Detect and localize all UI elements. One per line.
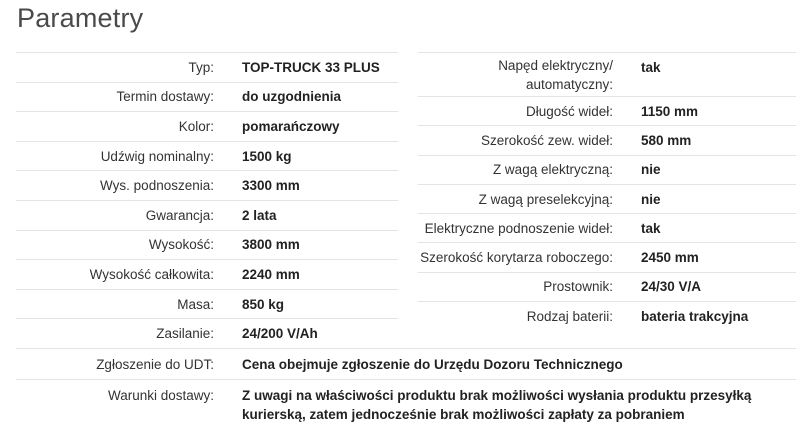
param-row-electric-scale xyxy=(418,155,796,184)
param-row-type xyxy=(16,53,398,83)
param-row-delivery-terms xyxy=(16,380,796,435)
param-row-aisle-width xyxy=(418,243,796,272)
param-label: Szerokość korytarza roboczego: xyxy=(418,243,641,272)
param-label: Wys. podnoszenia: xyxy=(16,171,242,201)
param-value: Z uwagi na właściwości produktu brak możliwości wysłania produktu przesyłką kurierską, zatem jednocześnie brak możliwości zapłaty za pobraniem xyxy=(242,380,796,435)
param-value: Cena obejmuje zgłoszenie do Urzędu Dozoru Technicznego xyxy=(242,349,796,380)
param-label: Z wagą preselekcyjną: xyxy=(418,184,641,213)
param-label: Rodzaj baterii: xyxy=(418,302,641,331)
param-row-color xyxy=(16,112,398,142)
param-row-charger xyxy=(418,272,796,301)
param-value: 24/30 V/A xyxy=(641,272,796,301)
param-value: 850 kg xyxy=(242,289,398,319)
param-row-height xyxy=(16,230,398,260)
param-label: Elektryczne podnoszenie wideł: xyxy=(418,214,641,243)
param-row-electric-fork-lift xyxy=(418,214,796,243)
param-row-udt xyxy=(16,349,796,380)
param-label: Z wagą elektryczną: xyxy=(418,155,641,184)
param-label: Szerokość zew. wideł: xyxy=(418,126,641,155)
param-row-fork-length xyxy=(418,97,796,126)
param-label: Zasilanie: xyxy=(16,319,242,349)
param-row-mass xyxy=(16,289,398,319)
param-value: tak xyxy=(641,53,796,97)
parameters-table-right xyxy=(418,52,796,331)
param-label: Wysokość całkowita: xyxy=(16,260,242,290)
param-value: tak xyxy=(641,214,796,243)
param-row-battery-type xyxy=(418,302,796,331)
param-value: 2240 mm xyxy=(242,260,398,290)
param-label: Typ: xyxy=(16,53,242,83)
param-value: 1150 mm xyxy=(641,97,796,126)
param-value: nie xyxy=(641,184,796,213)
param-value: do uzgodnienia xyxy=(242,82,398,112)
param-value: TOP-TRUCK 33 PLUS xyxy=(242,53,398,83)
parameters-table-bottom xyxy=(16,348,796,435)
param-value: bateria trakcyjna xyxy=(641,302,796,331)
param-value: 2450 mm xyxy=(641,243,796,272)
param-value: 2 lata xyxy=(242,200,398,230)
param-label: Masa: xyxy=(16,289,242,319)
param-label: Prostownik: xyxy=(418,272,641,301)
param-row-power xyxy=(16,319,398,349)
param-row-total-height xyxy=(16,260,398,290)
param-row-lift-height xyxy=(16,171,398,201)
param-label: Wysokość: xyxy=(16,230,242,260)
param-row-warranty xyxy=(16,200,398,230)
param-label: Napęd elektryczny/ automatyczny: xyxy=(418,53,641,97)
param-label: Zgłoszenie do UDT: xyxy=(16,349,242,380)
param-label: Kolor: xyxy=(16,112,242,142)
parameters-table-left xyxy=(16,52,398,348)
param-value: nie xyxy=(641,155,796,184)
param-value: 3800 mm xyxy=(242,230,398,260)
param-row-fork-width xyxy=(418,126,796,155)
param-row-electric-drive xyxy=(418,53,796,97)
param-value: 1500 kg xyxy=(242,141,398,171)
param-value: 3300 mm xyxy=(242,171,398,201)
param-label: Udźwig nominalny: xyxy=(16,141,242,171)
param-label: Termin dostawy: xyxy=(16,82,242,112)
param-row-capacity xyxy=(16,141,398,171)
param-label: Gwarancja: xyxy=(16,200,242,230)
param-label: Warunki dostawy: xyxy=(16,380,242,435)
param-row-preselective-scale xyxy=(418,184,796,213)
param-value: 580 mm xyxy=(641,126,796,155)
section-title: Parametry xyxy=(17,3,144,33)
param-value: pomarańczowy xyxy=(242,112,398,142)
param-label: Długość wideł: xyxy=(418,97,641,126)
param-row-delivery-time xyxy=(16,82,398,112)
param-value: 24/200 V/Ah xyxy=(242,319,398,349)
